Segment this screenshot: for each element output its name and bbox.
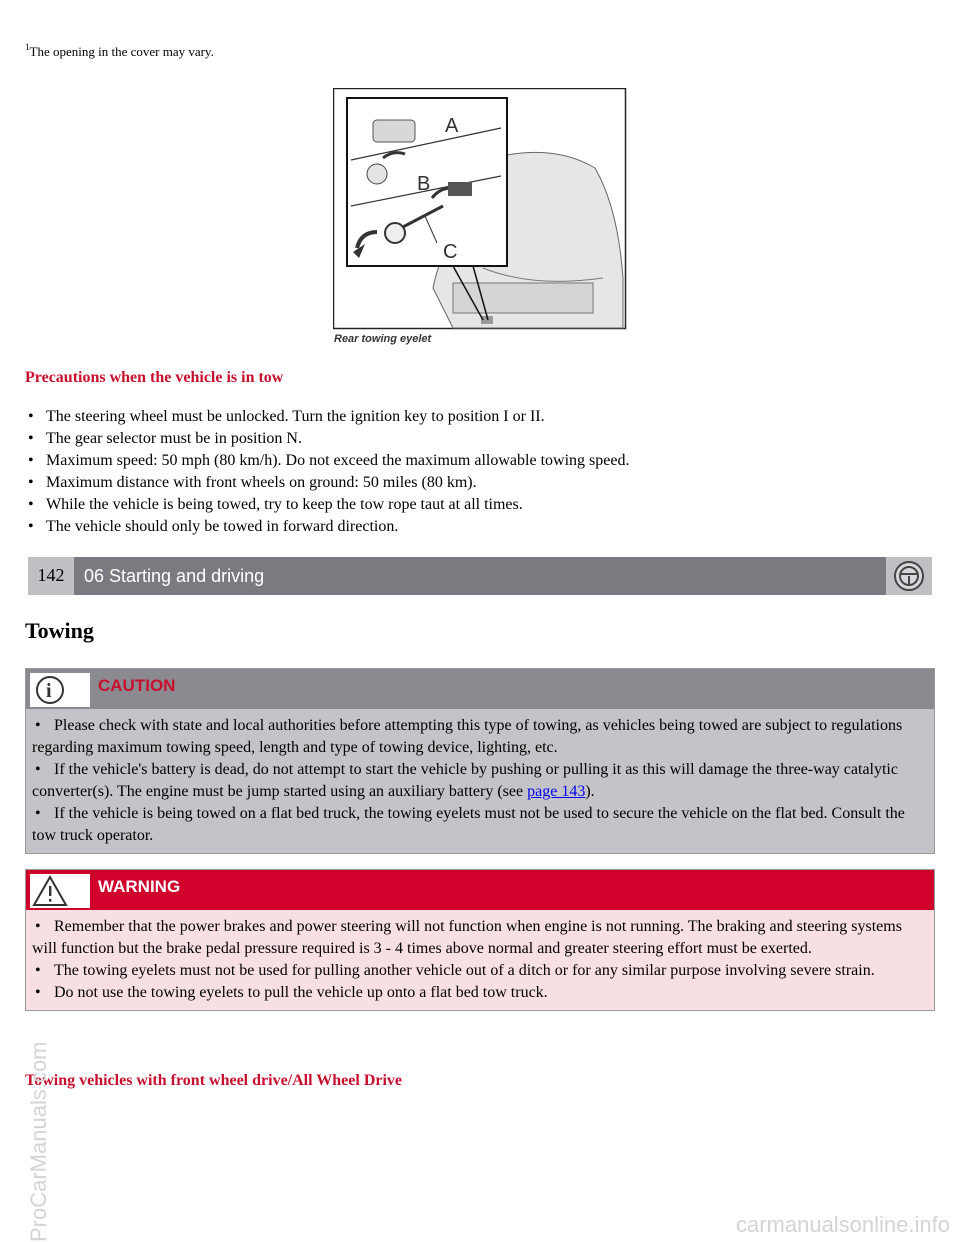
warning-header [26,870,934,910]
caution-box [25,668,935,854]
side-watermark: ProCarManuals.com [26,1041,51,1242]
svg-text:i: i [46,680,52,702]
figure-drawing [333,88,627,350]
list-item: • While the vehicle is being towed, try to keep the tow rope taut at all times. [25,494,629,516]
precautions-heading: Precautions when the vehicle is in tow [25,369,284,386]
footnote [25,42,214,60]
section-title: 06 Starting and driving [84,566,265,586]
list-item: • Please check with state and local authorities before attempting this type of towing, as vehicles being towed are subject to regulations regarding maximum towing speed, length and type of towing device, lighting, etc. [32,715,928,759]
list-item: • The vehicle should only be towed in forward direction. [25,516,629,538]
footnote-text: The opening in the cover may vary. [29,44,214,59]
page-number: 142 [28,557,74,595]
footer-watermark: carmanualsonline.info [735,1212,950,1237]
rear-towing-eyelet-illustration [333,88,627,350]
list-item: • Remember that the power brakes and power steering will not function when engine is not running. The braking and steering systems will function but the brake pedal pressure required is 3 - 4 times above normal and greater steering effort must be exerted. [32,916,928,960]
label-c: C [443,241,458,263]
label-a: A [445,115,459,137]
list-item: • The gear selector must be in position N. [25,428,629,450]
page-143-link[interactable]: page 143 [527,783,586,800]
caution-label: CAUTION [98,676,176,695]
warning-list [26,910,934,1010]
section-header-bar [28,557,932,595]
steering-wheel-icon [886,557,932,595]
label-b: B [417,173,431,195]
front-wheel-drive-heading: Towing vehicles with front wheel drive/All Wheel Drive [25,1072,403,1089]
list-item: • The steering wheel must be unlocked. Turn the ignition key to position I or II. [25,406,629,428]
list-item: • Maximum distance with front wheels on ground: 50 miles (80 km). [25,472,629,494]
caution-header [26,669,934,709]
caution-item-text-end: ). [585,783,595,800]
list-item: • If the vehicle is being towed on a flat bed truck, the towing eyelets must not be used to secure the vehicle on the flat bed. Consult the tow truck operator. [32,803,928,847]
list-item: • Do not use the towing eyelets to pull the vehicle up onto a flat bed tow truck. [32,982,928,1004]
info-icon [30,673,90,707]
warning-triangle-icon [30,874,90,908]
footnote-marker: 1 [25,42,30,52]
warning-box [25,869,935,1011]
warning-label: WARNING [98,877,181,896]
list-item [32,759,928,803]
caution-item-text: If the vehicle's battery is dead, do not attempt to start the vehicle by pushing or pulling it as this will damage the three-way catalytic converter(s). The engine must be jump started using an auxiliary battery (see [32,761,898,800]
list-item: • Maximum speed: 50 mph (80 km/h). Do not exceed the maximum allowable towing speed. [25,450,629,472]
caution-list [26,709,934,853]
page-title: Towing [25,618,94,643]
figure-caption: Rear towing eyelet [334,333,432,345]
precautions-list [25,406,629,538]
list-item: • The towing eyelets must not be used for pulling another vehicle out of a ditch or for any similar purpose involving severe strain. [32,960,928,982]
